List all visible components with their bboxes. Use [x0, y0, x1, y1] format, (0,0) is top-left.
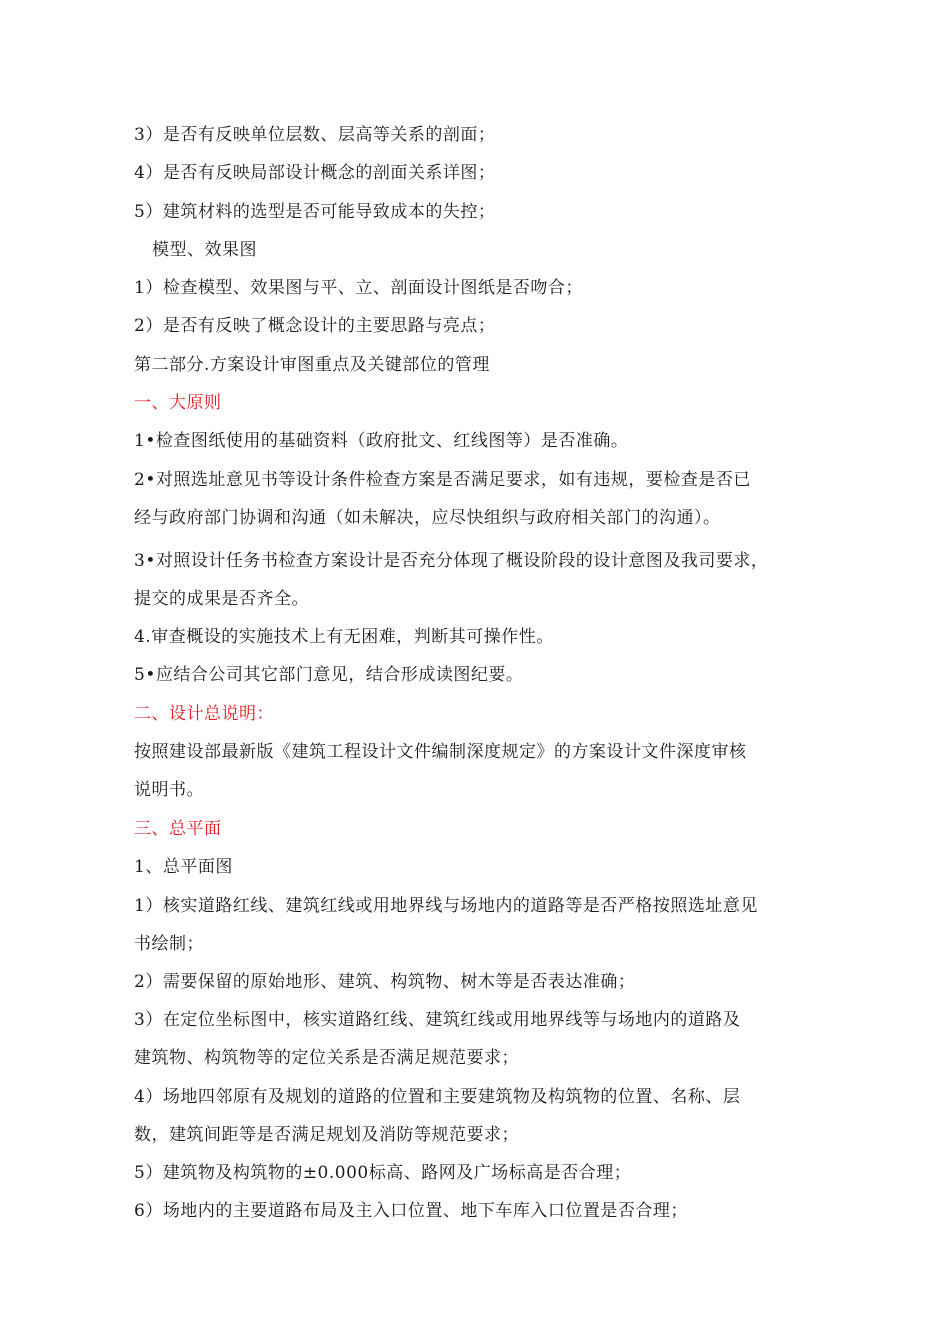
text-line: 数，建筑间距等是否满足规划及消防等规范要求；: [134, 1125, 519, 1145]
text-line: 经与政府部门协调和沟通（如未解决，应尽快组织与政府相关部门的沟通）。: [134, 508, 721, 528]
text-line: 说明书。: [134, 780, 204, 800]
section-title: 第二部分.方案设计审图重点及关键部位的管理: [134, 355, 490, 375]
text-line: 3•对照设计任务书检查方案设计是否充分体现了概设阶段的设计意图及我司要求，: [134, 551, 769, 571]
text-line: 提交的成果是否齐全。: [134, 589, 309, 609]
text-line: 1）核实道路红线、建筑红线或用地界线与场地内的道路等是否严格按照选址意见: [134, 896, 758, 916]
text-line: 1•检查图纸使用的基础资料（政府批文、红线图等）是否准确。: [134, 431, 629, 451]
text-line: 1、总平面图: [134, 857, 233, 877]
text-line: 2）需要保留的原始地形、建筑、构筑物、树木等是否表达准确；: [134, 972, 636, 992]
text-line: 按照建设部最新版《建筑工程设计文件编制深度规定》的方案设计文件深度审核: [134, 742, 747, 762]
text-line: 书绘制；: [134, 934, 204, 954]
text-line: 5）建筑物及构筑物的±0.000标高、路网及广场标高是否合理；: [134, 1163, 632, 1183]
text-line: 5•应结合公司其它部门意见，结合形成读图纪要。: [134, 665, 524, 685]
text-line: 建筑物、构筑物等的定位关系是否满足规范要求；: [134, 1048, 519, 1068]
text-line: 5）建筑材料的选型是否可能导致成本的失控；: [134, 202, 496, 222]
text-line: 3）是否有反映单位层数、层高等关系的剖面；: [134, 125, 496, 145]
subheading-line: 模型、效果图: [152, 240, 257, 260]
red-heading: 一、大原则: [134, 393, 222, 413]
text-line: 4）是否有反映局部设计概念的剖面关系详图；: [134, 163, 496, 183]
text-line: 6）场地内的主要道路布局及主入口位置、地下车库入口位置是否合理；: [134, 1201, 688, 1221]
text-line: 2）是否有反映了概念设计的主要思路与亮点；: [134, 316, 496, 336]
text-line: 4.审查概设的实施技术上有无困难，判断其可操作性。: [134, 627, 554, 647]
red-heading: 三、总平面: [134, 819, 222, 839]
text-line: 1）检查模型、效果图与平、立、剖面设计图纸是否吻合；: [134, 278, 583, 298]
text-line: 4）场地四邻原有及规划的道路的位置和主要建筑物及构筑物的位置、名称、层: [134, 1087, 741, 1107]
text-line: 3）在定位坐标图中，核实道路红线、建筑红线或用地界线等与场地内的道路及: [134, 1010, 741, 1030]
text-line: 2•对照选址意见书等设计条件检查方案是否满足要求，如有违规，要检查是否已: [134, 470, 751, 490]
red-heading: 二、设计总说明：: [134, 704, 274, 724]
